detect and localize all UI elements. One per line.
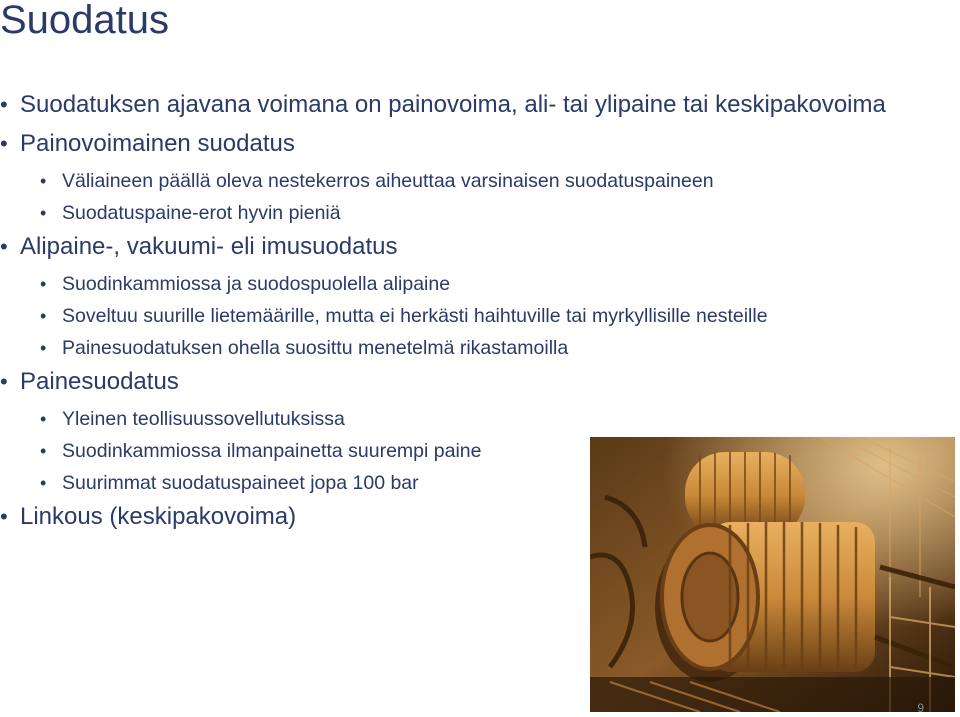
industrial-filter-photo	[590, 437, 955, 712]
bullet-list	[0, 91, 886, 543]
bullet-level1: • Painovoimainen suodatus	[0, 131, 600, 157]
bullet-level2: • Väliaineen päällä oleva nestekerros aiheuttaa varsinaisen suodatuspaineen	[0, 170, 942, 192]
bullet-level1: • Alipaine-, vakuumi- eli imusuodatus	[0, 234, 600, 260]
drum-front	[655, 522, 875, 682]
drum-filter-illustration	[590, 437, 955, 712]
bullet-level2: • Suodinkammiossa ja suodospuolella alipaine	[0, 273, 600, 295]
bullet-level2: • Painesuodatuksen ohella suosittu menetelmä rikastamoilla	[0, 337, 762, 359]
bullet-level2: • Soveltuu suurille lietemäärille, mutta ei herkästi haihtuville tai myrkyllisille nesteille	[0, 305, 862, 327]
bullet-level1: • Suodatuksen ajavana voimana on painovoima, ali- tai ylipaine tai keskipakovoima	[0, 92, 900, 118]
slide-title: Suodatus	[0, 0, 170, 42]
bullet-level1: • Painesuodatus	[0, 369, 600, 395]
bullet-level2: • Yleinen teollisuussovellutuksissa	[0, 408, 600, 430]
bullet-level2: • Suurimmat suodatuspaineet jopa 100 bar	[0, 472, 600, 494]
bullet-level1: • Linkous (keskipakovoima)	[0, 504, 600, 530]
bullet-level2: • Suodatuspaine-erot hyvin pieniä	[0, 202, 600, 224]
page-number: 9	[917, 701, 924, 715]
bullet-level2: • Suodinkammiossa ilmanpainetta suurempi paine	[0, 440, 600, 462]
